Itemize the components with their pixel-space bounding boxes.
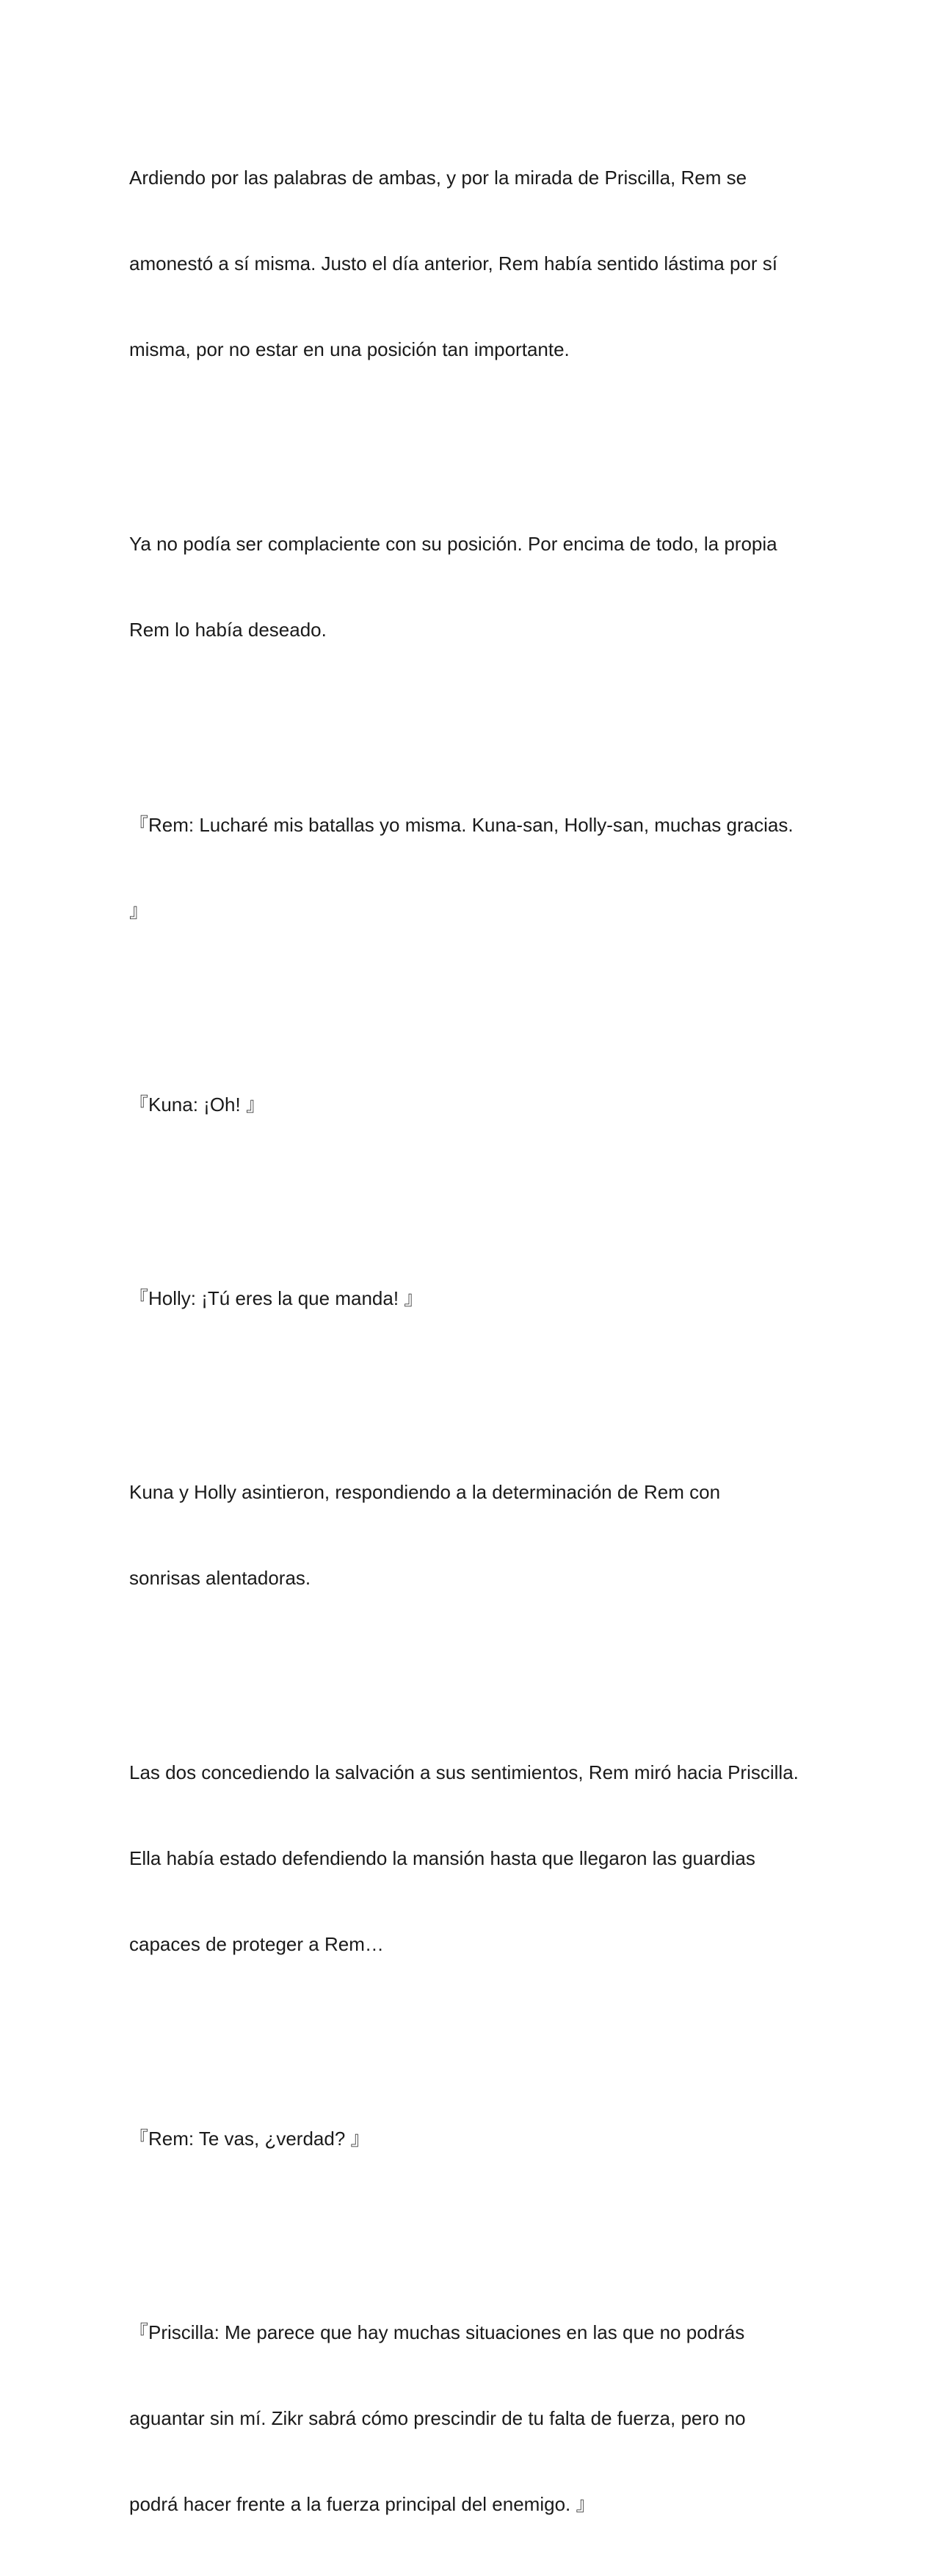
paragraph-narration-3 — [129, 1421, 812, 1650]
text-line: 『Holly: ¡Tú eres la que manda! 』 — [129, 1287, 424, 1309]
text-line: podrá hacer frente a la fuerza principal del enemigo. 』 — [129, 2493, 595, 2515]
text-line: Rem lo había deseado. — [129, 619, 327, 641]
text-line: sonrisas alentadoras. — [129, 1567, 311, 1589]
text-line: aguantar sin mí. Zikr sabrá cómo prescindir de tu falta de fuerza, pero no — [129, 2407, 746, 2429]
paragraph-narration-4 — [129, 1701, 812, 2016]
body-text — [129, 106, 812, 2576]
text-line: 『Priscilla: Me parece que hay muchas situaciones en las que no podrás — [129, 2321, 745, 2343]
text-line: Ya no podía ser complaciente con su posición. Por encima de todo, la propia — [129, 533, 777, 555]
text-line: Kuna y Holly asintieron, respondiendo a la determinación de Rem con — [129, 1481, 721, 1503]
text-line: misma, por no estar en una posición tan importante. — [129, 338, 570, 360]
text-line: 』 — [129, 900, 149, 922]
dialogue-rem-2 — [129, 2067, 812, 2211]
paragraph-narration-1 — [129, 106, 812, 421]
dialogue-priscilla — [129, 2261, 812, 2576]
dialogue-holly — [129, 1227, 812, 1370]
paragraph-narration-2 — [129, 473, 812, 702]
text-line: Ella había estado defendiendo la mansión hasta que llegaron las guardias — [129, 1847, 755, 1869]
text-line: 『Rem: Lucharé mis batallas yo misma. Kuna-san, Holly-san, muchas gracias. — [129, 814, 794, 836]
text-line: capaces de proteger a Rem… — [129, 1933, 384, 1955]
text-line: 『Rem: Te vas, ¿verdad? 』 — [129, 2128, 370, 2150]
text-line: 『Kuna: ¡Oh! 』 — [129, 1094, 265, 1116]
text-line: Las dos concediendo la salvación a sus sentimientos, Rem miró hacia Priscilla. — [129, 1761, 799, 1783]
dialogue-kuna — [129, 1033, 812, 1176]
dialogue-rem-1 — [129, 754, 812, 983]
text-line: Ardiendo por las palabras de ambas, y por la mirada de Priscilla, Rem se — [129, 167, 747, 189]
text-line: amonestó a sí misma. Justo el día anterior, Rem había sentido lástima por sí — [129, 252, 777, 274]
